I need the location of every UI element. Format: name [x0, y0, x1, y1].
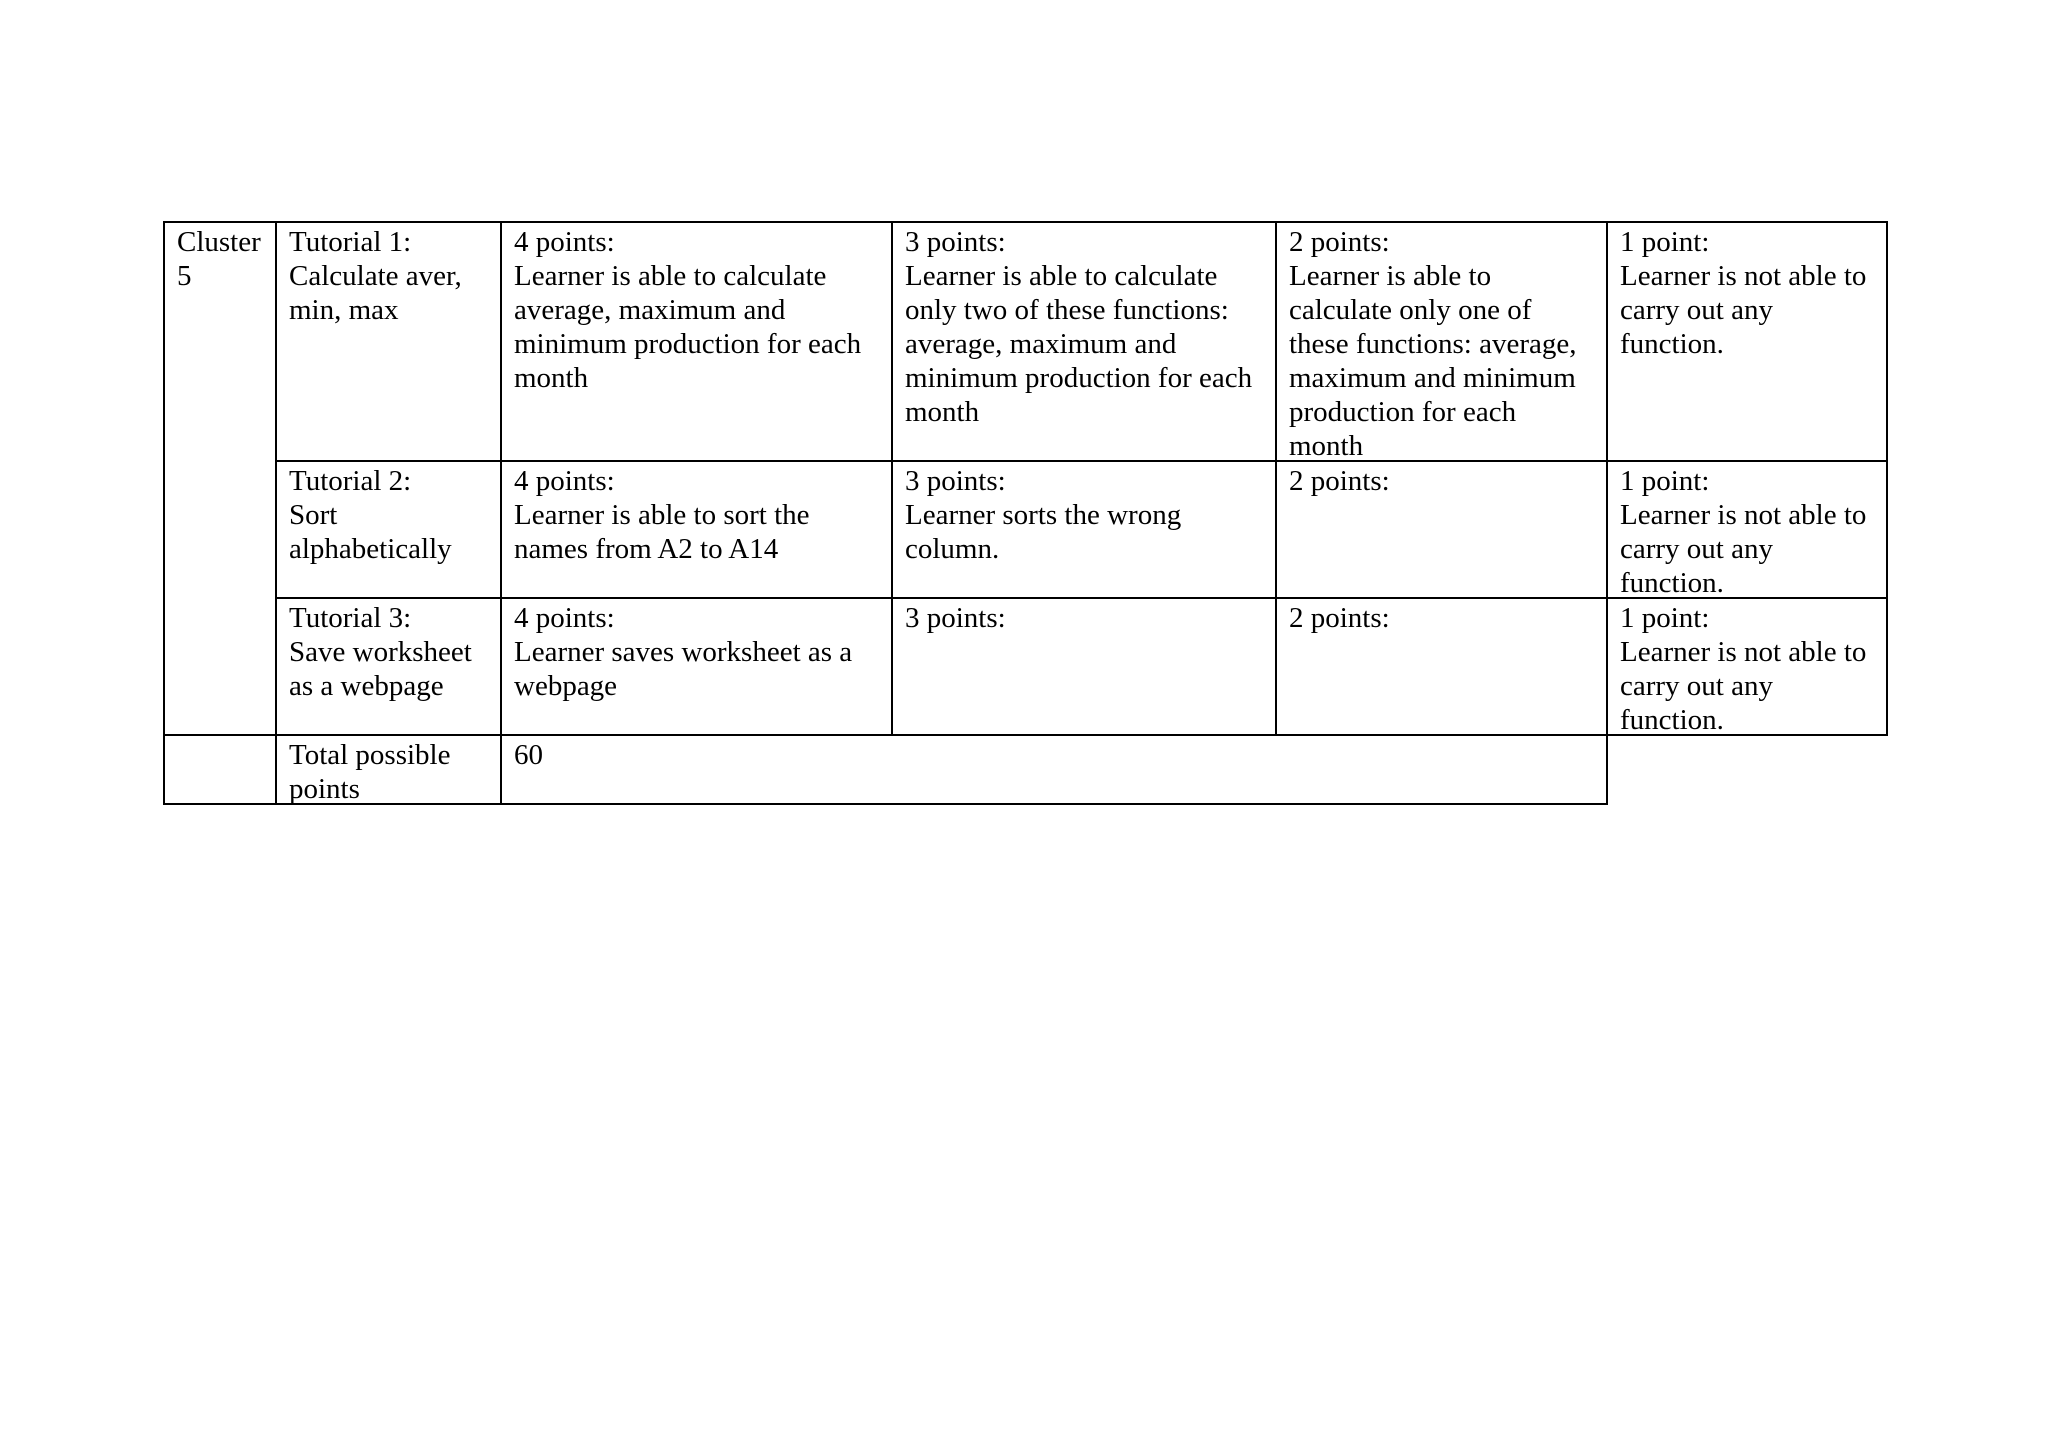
tutorial-1-desc-line: min, max: [289, 294, 399, 326]
score-heading: 2 points:: [1289, 602, 1390, 634]
tutorial-3-four-points-cell: [500, 597, 893, 736]
criteria-line: Learner is not able to: [1620, 260, 1867, 292]
cluster-number-line: 5: [177, 260, 192, 292]
total-label-line: points: [289, 773, 360, 805]
criteria-line: column.: [905, 533, 1000, 565]
criteria-line: function.: [1620, 328, 1724, 360]
total-label-line: Total possible: [289, 739, 451, 771]
criteria-line: average, maximum and: [905, 328, 1177, 360]
score-heading: 2 points:: [1289, 226, 1390, 258]
criteria-line: Learner is able to calculate: [905, 260, 1218, 292]
tutorial-1-one-point-cell: [1606, 221, 1888, 462]
criteria-line: Learner is not able to: [1620, 499, 1867, 531]
tutorial-2-three-points-cell: [891, 460, 1277, 599]
tutorial-1-four-points-cell: [500, 221, 893, 462]
criteria-line: maximum and minimum: [1289, 362, 1576, 394]
tutorial-2-two-points-cell: [1275, 460, 1608, 599]
score-heading: 2 points:: [1289, 465, 1390, 497]
total-value: 60: [514, 739, 543, 771]
tutorial-3-cell: [275, 597, 502, 736]
total-label-cell: [275, 734, 502, 805]
criteria-line: Learner is able to sort the: [514, 499, 810, 531]
criteria-line: Learner sorts the wrong: [905, 499, 1182, 531]
criteria-line: minimum production for each: [514, 328, 862, 360]
tutorial-1-desc-line: Calculate aver,: [289, 260, 462, 292]
criteria-line: carry out any: [1620, 533, 1773, 565]
score-heading: 3 points:: [905, 465, 1006, 497]
criteria-line: function.: [1620, 567, 1724, 599]
criteria-line: month: [514, 362, 589, 394]
tutorial-3-title: Tutorial 3:: [289, 602, 412, 634]
score-heading: 4 points:: [514, 465, 615, 497]
score-heading: 1 point:: [1620, 465, 1710, 497]
cluster-cell: [163, 221, 277, 736]
criteria-line: webpage: [514, 670, 618, 702]
tutorial-1-three-points-cell: [891, 221, 1277, 462]
criteria-line: names from A2 to A14: [514, 533, 779, 565]
tutorial-3-desc-line: Save worksheet: [289, 636, 472, 668]
criteria-line: Learner is able to: [1289, 260, 1492, 292]
tutorial-2-desc-line: alphabetically: [289, 533, 452, 565]
criteria-line: Learner is able to calculate: [514, 260, 827, 292]
tutorial-2-one-point-cell: [1606, 460, 1888, 599]
criteria-line: month: [905, 396, 980, 428]
score-heading: 1 point:: [1620, 226, 1710, 258]
criteria-line: production for each: [1289, 396, 1517, 428]
cluster-label-line: Cluster: [177, 226, 261, 258]
score-heading: 4 points:: [514, 226, 615, 258]
criteria-line: Learner saves worksheet as a: [514, 636, 853, 668]
criteria-line: function.: [1620, 704, 1724, 736]
tutorial-1-two-points-cell: [1275, 221, 1608, 462]
criteria-line: Learner is not able to: [1620, 636, 1867, 668]
score-heading: 3 points:: [905, 226, 1006, 258]
criteria-line: carry out any: [1620, 294, 1773, 326]
tutorial-2-title: Tutorial 2:: [289, 465, 412, 497]
tutorial-3-two-points-cell: [1275, 597, 1608, 736]
criteria-line: minimum production for each: [905, 362, 1253, 394]
tutorial-1-cell: [275, 221, 502, 462]
tutorial-2-desc-line: Sort: [289, 499, 338, 531]
tutorial-3-desc-line: as a webpage: [289, 670, 444, 702]
criteria-line: month: [1289, 430, 1364, 462]
tutorial-2-four-points-cell: [500, 460, 893, 599]
criteria-line: carry out any: [1620, 670, 1773, 702]
tutorial-1-title: Tutorial 1:: [289, 226, 412, 258]
score-heading: 4 points:: [514, 602, 615, 634]
score-heading: 1 point:: [1620, 602, 1710, 634]
total-value-cell: [500, 734, 1608, 805]
criteria-line: average, maximum and: [514, 294, 786, 326]
score-heading: 3 points:: [905, 602, 1006, 634]
criteria-line: calculate only one of: [1289, 294, 1532, 326]
tutorial-3-one-point-cell: [1606, 597, 1888, 736]
tutorial-2-cell: [275, 460, 502, 599]
total-empty-cell: [163, 734, 277, 805]
criteria-line: these functions: average,: [1289, 328, 1577, 360]
tutorial-3-three-points-cell: [891, 597, 1277, 736]
criteria-line: only two of these functions:: [905, 294, 1229, 326]
